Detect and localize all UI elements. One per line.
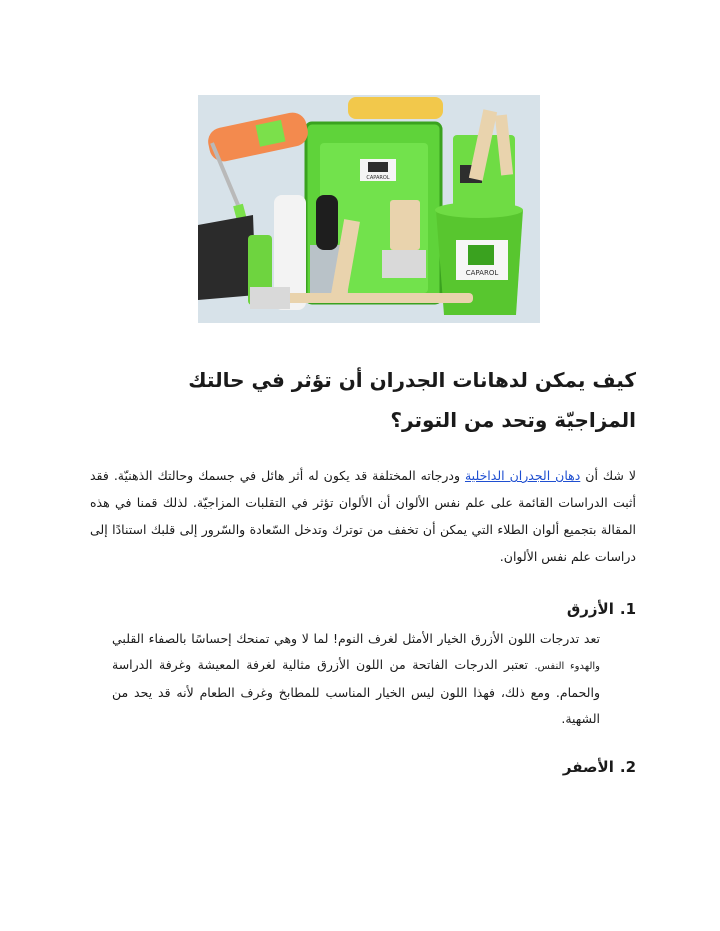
svg-text:CAPAROL: CAPAROL bbox=[465, 269, 499, 277]
intro-paragraph bbox=[90, 462, 636, 570]
section-body-text: تعد تدرجات اللون الأزرق الخيار الأمثل لغرف النوم! لما لا وهي تمنحك إحساسًا بالصفاء القلبي bbox=[112, 631, 600, 646]
hero-image-paint-tools bbox=[198, 95, 540, 323]
section-title-yellow bbox=[100, 758, 636, 776]
interior-wall-paint-link[interactable]: دهان الجدران الداخلية bbox=[464, 468, 581, 483]
section-body-blue bbox=[112, 626, 600, 732]
section-number: 2. bbox=[619, 758, 636, 776]
intro-text-start: لا شك أن bbox=[580, 468, 637, 483]
section-title-text: الأصفر bbox=[562, 758, 614, 776]
section-title-text: الأزرق bbox=[566, 600, 614, 618]
article-title: كيف يمكن لدهانات الجدران أن تؤثر في حالتك المزاجيّة وتحد من التوتر؟ bbox=[188, 368, 636, 432]
svg-text:CAPAROL: CAPAROL bbox=[366, 175, 390, 181]
section-number: 1. bbox=[619, 600, 636, 618]
section-body-text-rest: تعتبر الدرجات الفاتحة من اللون الأزرق مثالية لغرفة المعيشة وغرفة الدراسة والحمام. ومع ذلك، فهذا اللون ليس الخيار المناسب للمطابخ وغرف الطعام لأنه قد يحد من الشهية. bbox=[112, 657, 600, 726]
intro-text-rest: ودرجاته المختلفة قد يكون له أثر هائل في جسمك وحالتك الذهنيّة. فقد أثبت الدراسات القائمة على علم نفس الألوان أن الألوان تؤثر في التقلبات المزاجيّة. لذلك قمنا في هذه المقالة بتجميع ألوان الطلاء التي يمكن أن تخفف من توترك وتدخل السّعادة والسّرور إلى قلبك استنادًا إلى دراسات علم نفس الألوان. bbox=[90, 468, 636, 564]
section-title-blue bbox=[100, 600, 636, 618]
section-body-small-text: والهدوء النفس. bbox=[534, 661, 601, 672]
